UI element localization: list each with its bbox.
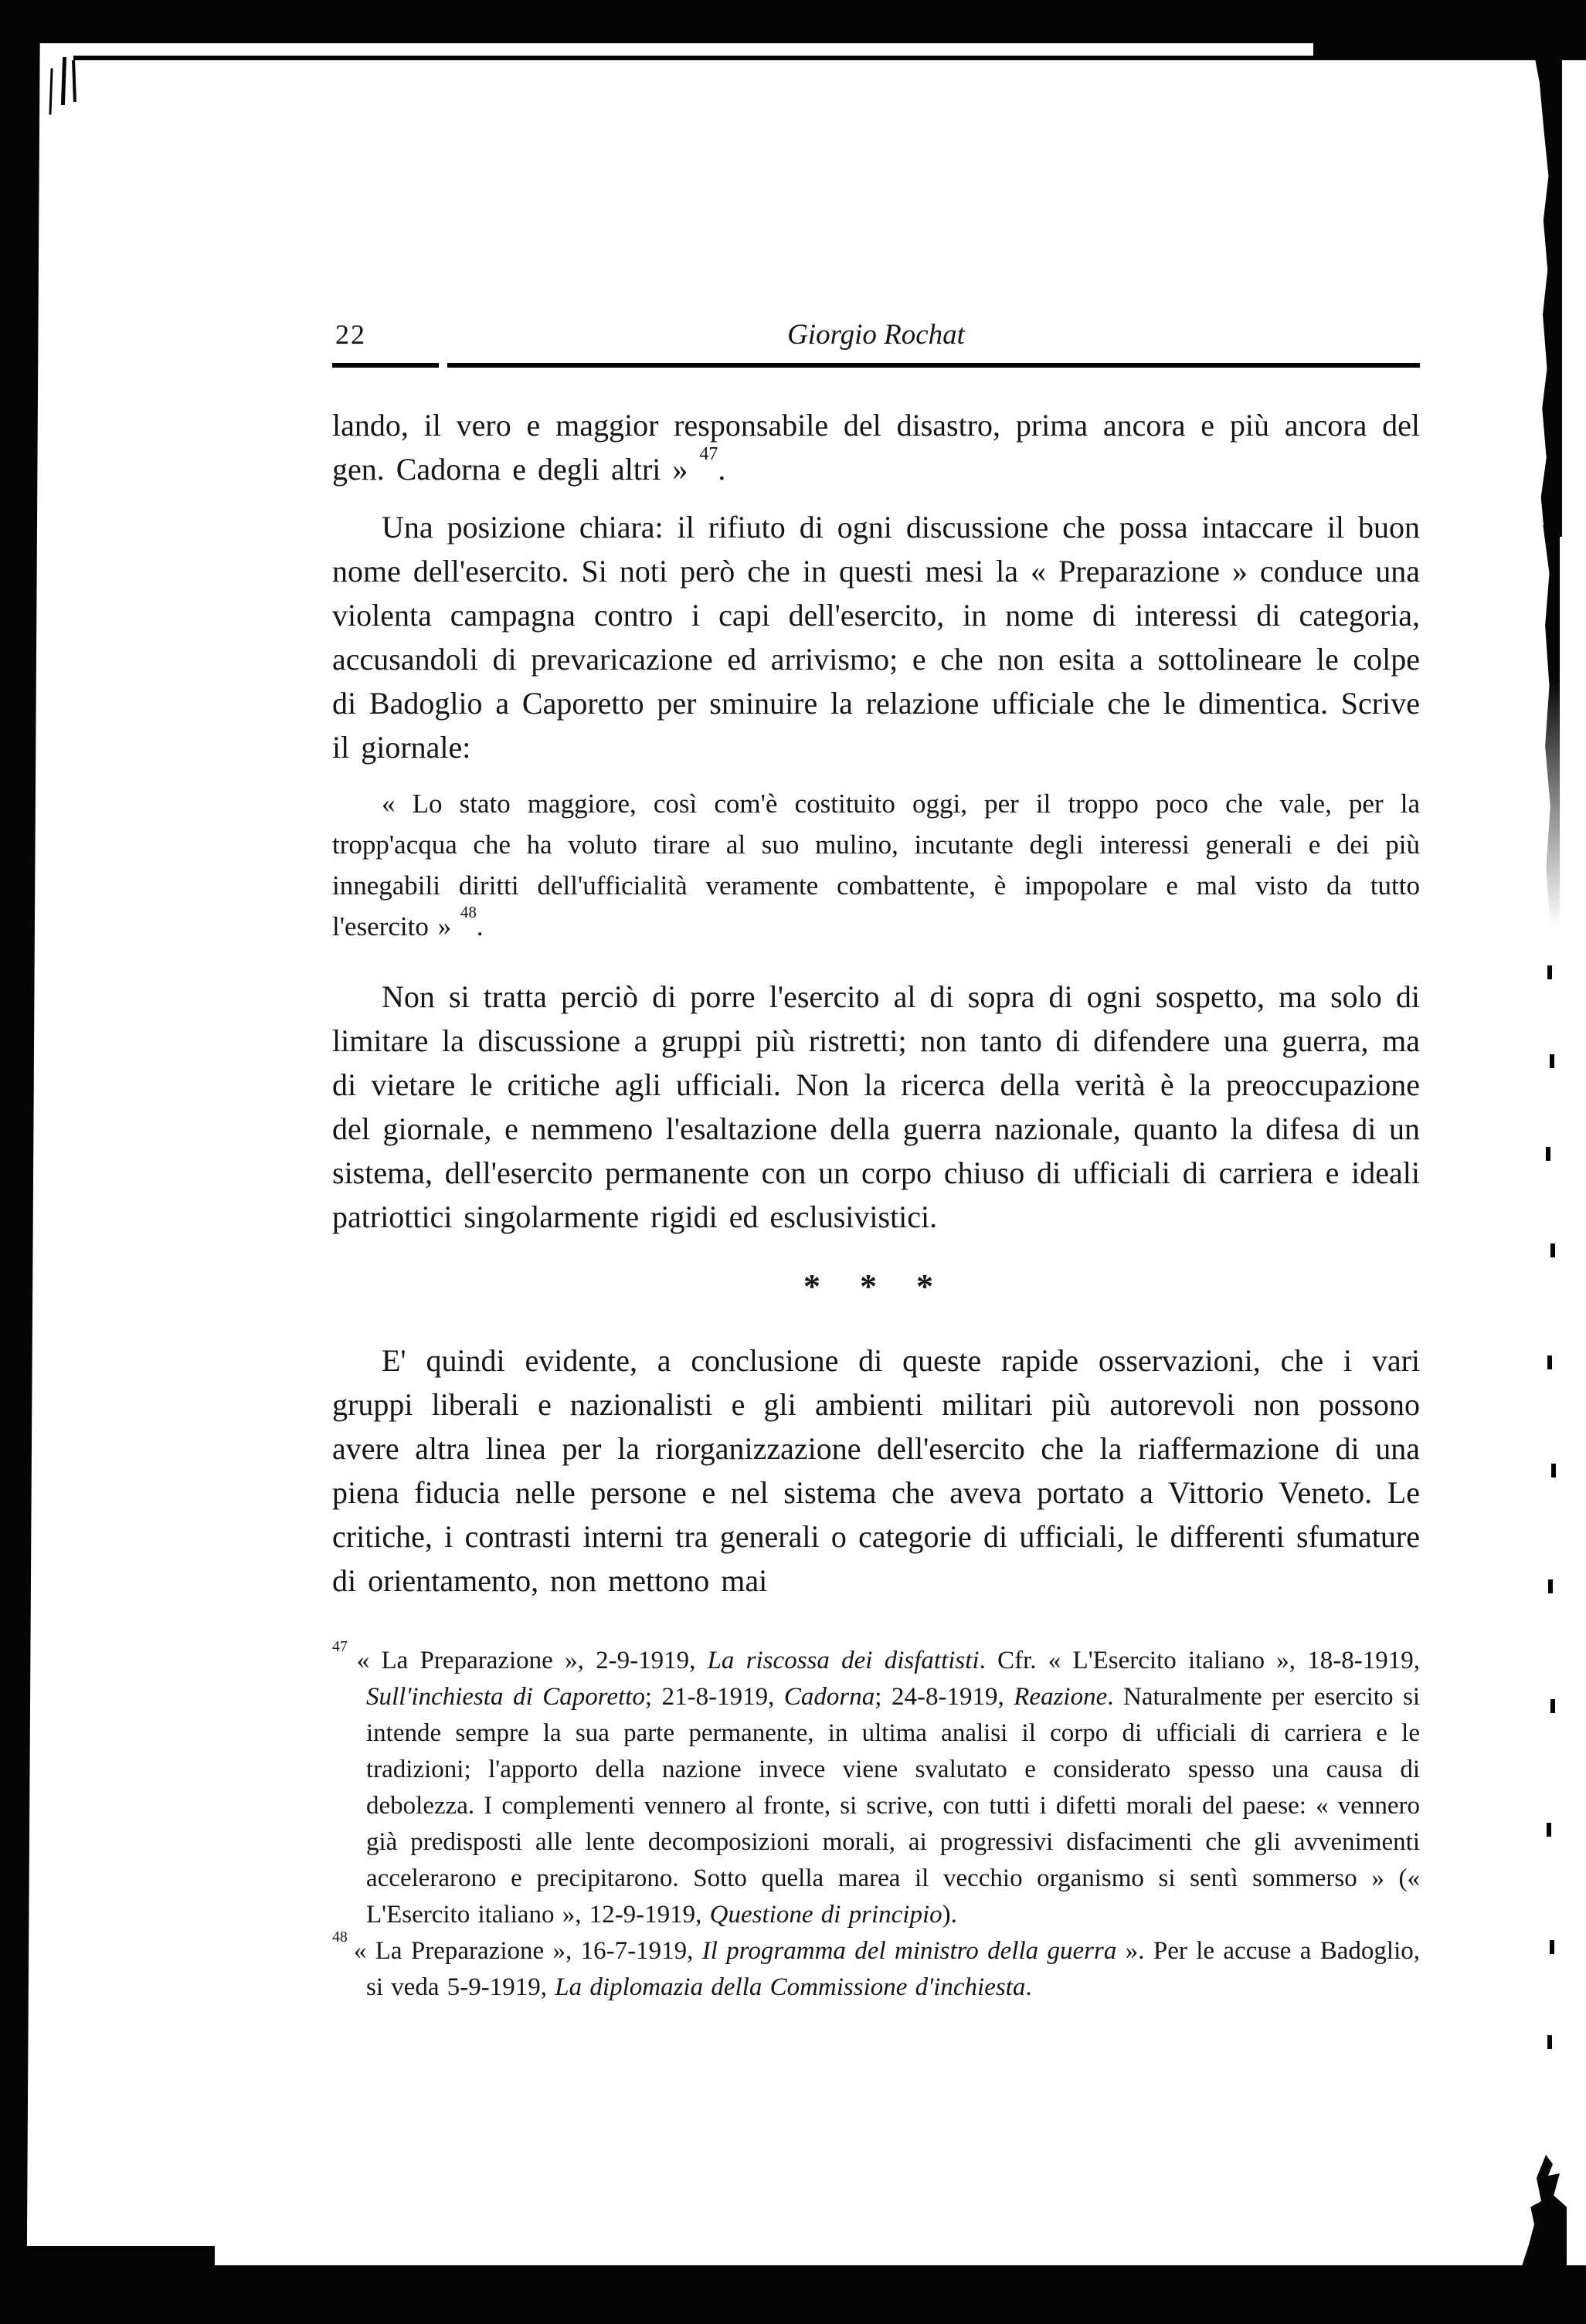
footnote: $^{47}$ « La Preparazione », 2-9-1919, La riscossa dei disfattisti. Cfr. « L'Esercito italiano », 18-8-1919, Sull'inchiesta di Caporetto; 21-8-1919, Cadorna; 24-8-1919, Reazione. Naturalmente per esercito si intende sempre la sua parte permanente, in ultima analisi il corpo di ufficiali di carriera e le tradizioni; l'apporto della nazione invece viene svalutato e considerato spesso una causa di debolezza. I complementi vennero al fronte, si scrive, con tutti i difetti morali del paese: « vennero già predisposti alle lente decomposizioni morali, ai progressivi disfacimenti che gli avvenimenti accelerarono e precipitarono. Sotto quella marea il vecchio organismo si sentì sommerso » (« L'Esercito italiano », 12-9-1919, Questione di principio). xyxy=(332,1638,1421,1929)
page-header xyxy=(332,318,1420,355)
scan-speckles-right xyxy=(1547,965,1552,979)
scan-border-bottom xyxy=(0,2265,1586,2324)
footnote-marker: 48 xyxy=(332,1929,354,1946)
header-rule-left-segment xyxy=(332,363,439,368)
body-paragraph: Una posizione chiara: il rifiuto di ogni discussione che possa intaccare il buon nome dell'esercito. Si noti però che in questi mesi la « Preparazione » conduce una violenta campagna contro i capi dell'esercito, in nome di interessi di categoria, accusandoli di prevaricazione ed arrivismo; e che non esita a sottolineare le colpe di Badoglio a Caporetto per sminuire la relazione ufficiale che le dimentica. Scrive il giornale: xyxy=(332,510,1420,765)
section-separator: * * * xyxy=(803,1267,949,1305)
body-paragraph: Non si tratta perciò di porre l'esercito al di sopra di ogni sospetto, ma solo di limitare la discussione a gruppi più ristretti; non tanto di difendere una guerra, ma di vietare le critiche agli ufficiali. Non la ricerca della verità è la preoccupazione del giornale, e nemmeno l'esaltazione della guerra nazionale, quanto la difesa di un sistema, dell'esercito permanente con un corpo chiuso di ufficiali di carriera e ideali patriottici singolarmente rigidi ed esclusivistici. xyxy=(332,979,1420,1234)
scan-border-left xyxy=(0,0,40,2324)
scan-border-bottom-step xyxy=(22,2246,215,2277)
page-number: 22 xyxy=(335,319,366,350)
header-rule-right-segment xyxy=(447,363,1420,368)
scan-blob-bottom-right xyxy=(1520,2155,1567,2271)
text-column xyxy=(332,318,1420,2006)
footnote: $^{48}$ « La Preparazione », 16-7-1919, Il programma del ministro della guerra ». Per le accuse a Badoglio, si veda 5-9-1919, La diplomazia della Commissione d'inchiesta. xyxy=(332,1929,1420,2001)
scan-mark-top-left xyxy=(61,57,66,105)
text-flow xyxy=(332,403,1420,1603)
scan-stripe-right xyxy=(1532,42,1562,537)
scan-stripe-right-fade xyxy=(1539,525,1560,927)
scan-mark-top-left xyxy=(72,60,76,102)
header-rule xyxy=(332,363,1420,368)
body-paragraph: E' quindi evidente, a conclusione di queste rapide osservazioni, che i vari gruppi liberali e nazionalisti e gli ambienti militari più autorevoli non possono avere altra linea per la riorganizzazione dell'esercito che la riaffermazione di una piena fiducia nelle persone e nel sistema che aveva portato a Vittorio Veneto. Le critiche, i contrasti interni tra generali o categorie di ufficiali, le differenti sfumature di orientamento, non mettono mai xyxy=(332,1343,1420,1598)
running-header: Giorgio Rochat xyxy=(787,319,965,351)
footnotes-section xyxy=(332,1638,1421,2006)
body-paragraph: lando, il vero e maggior responsabile del disastro, prima ancora e più ancora del gen. Cadorna e degli altri » $^{47}$. xyxy=(332,408,1420,487)
footnote-marker: 47 xyxy=(332,1638,357,1656)
block-quote: « Lo stato maggiore, così com'è costituito oggi, per il troppo poco che vale, per la tropp'acqua che ha voluto tirare al suo mulino, incutante degli interessi generali e dei più innegabili diritti dell'ufficialità veramente combattente, è impopolare e mal visto da tutto l'esercito » $^{48}$. xyxy=(332,789,1420,941)
